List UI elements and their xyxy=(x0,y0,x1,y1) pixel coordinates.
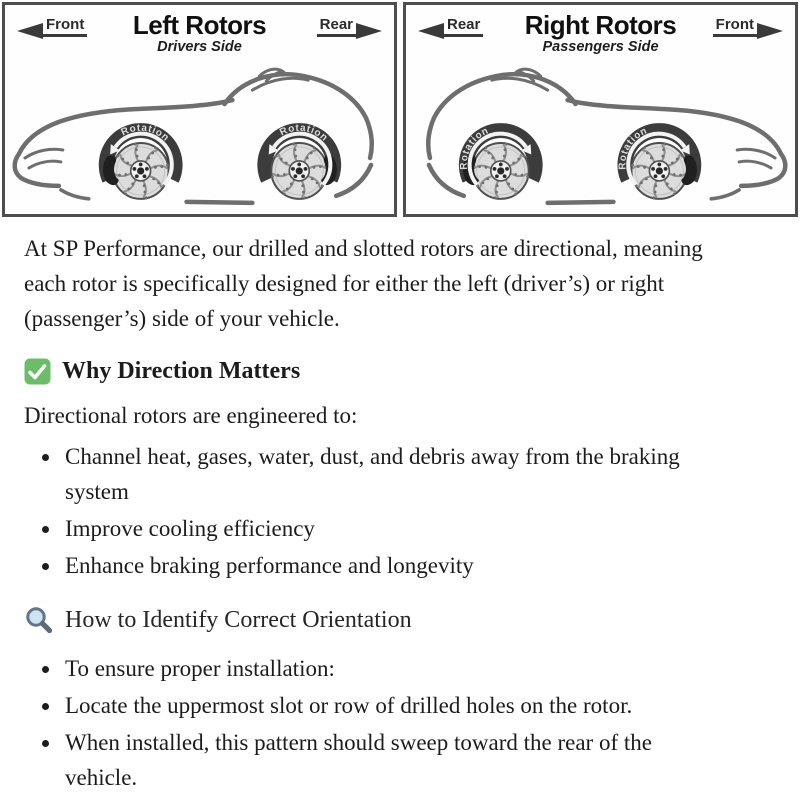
left-rotors-panel xyxy=(2,2,397,217)
right-arrow-icon xyxy=(356,23,382,39)
panel-title: Right Rotors xyxy=(524,10,677,40)
check-mark-icon xyxy=(24,358,51,385)
list-item: • Channel heat, gases, water, dust, and debris away from the braking system xyxy=(62,439,725,509)
rotation-label: Rotation xyxy=(119,122,172,145)
how-to-identify-heading xyxy=(24,605,772,635)
lead-paragraph: Directional rotors are engineered to: xyxy=(24,403,358,428)
article-content xyxy=(0,231,800,795)
direction-label-front: Front xyxy=(713,16,757,37)
list-item: • Improve cooling efficiency xyxy=(62,511,725,546)
heading-text: How to Identify Correct Orientation xyxy=(65,606,412,633)
intro-paragraph: At SP Performance, our drilled and slotted rotors are directional, meaning each rotor is specifically designed for either the left (driver’s) or right (passenger’s) side of your vehicle. xyxy=(24,236,703,331)
direction-label-rear: Rear xyxy=(444,16,483,37)
panel-subtitle: Drivers Side xyxy=(157,39,242,56)
panel-title: Left Rotors xyxy=(132,10,267,40)
list-item: • Enhance braking performance and longevity xyxy=(62,548,725,583)
direction-label-front: Front xyxy=(43,16,87,37)
panel-subtitle: Passengers Side xyxy=(542,39,659,56)
why-direction-matters-heading xyxy=(24,358,772,385)
rear-direction-indicator xyxy=(317,16,382,37)
left-arrow-icon xyxy=(17,23,43,39)
list-item: • When installed, this pattern should sweep toward the rear of the vehicle. xyxy=(62,725,725,795)
front-direction-indicator xyxy=(17,16,87,37)
right-panel-header xyxy=(406,5,795,62)
right-arrow-icon xyxy=(757,23,783,39)
left-panel-header xyxy=(5,5,394,62)
rotation-label: Rotation xyxy=(278,122,330,145)
front-direction-indicator xyxy=(713,16,783,37)
rotation-label: Rotation xyxy=(617,125,650,170)
right-rotors-panel xyxy=(403,2,798,217)
list-item: • Locate the uppermost slot or row of drilled holes on the rotor. xyxy=(62,688,725,723)
left-arrow-icon xyxy=(418,23,444,39)
car-illustration-right-side xyxy=(406,62,795,215)
rotation-label: Rotation xyxy=(458,125,491,170)
why-bullet-list xyxy=(24,439,772,583)
list-item: • To ensure proper installation: xyxy=(62,651,725,686)
direction-label-rear: Rear xyxy=(317,16,356,37)
rotor-direction-diagram xyxy=(0,0,800,217)
rear-direction-indicator xyxy=(418,16,483,37)
car-illustration-left-side xyxy=(5,62,394,215)
magnifying-glass-icon xyxy=(24,605,54,635)
identify-bullet-list xyxy=(24,651,772,795)
heading-text: Why Direction Matters xyxy=(62,358,301,384)
